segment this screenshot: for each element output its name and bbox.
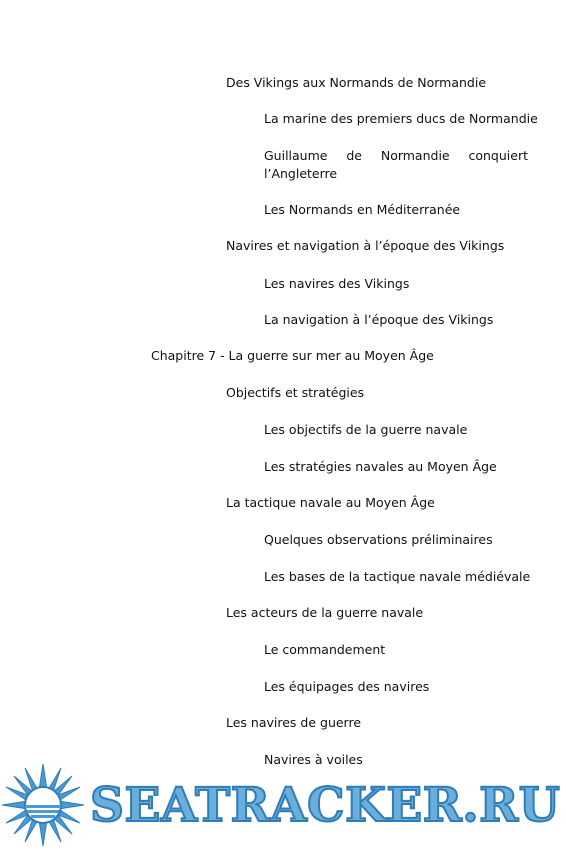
toc-section-acteurs: Les acteurs de la guerre navale — [226, 605, 424, 620]
toc-chapter-7: Chapitre 7 - La guerre sur mer au Moyen Âge — [151, 348, 434, 363]
toc-subsection-navires-voiles: Navires à voiles — [264, 752, 363, 767]
toc-subsection-observations: Quelques observations préliminaires — [264, 532, 493, 547]
toc-subsection-equipages: Les équipages des navires — [264, 679, 430, 694]
toc-section-objectifs-strategies: Objectifs et stratégies — [226, 385, 365, 400]
watermark-text: SEATRACKER.RU — [90, 778, 561, 833]
watermark — [0, 760, 566, 850]
toc-section-navires-guerre: Les navires de guerre — [226, 715, 362, 730]
toc-subsection-strategies-navales: Les stratégies navales au Moyen Âge — [264, 459, 497, 474]
toc-section-tactique-navale: La tactique navale au Moyen Âge — [226, 495, 435, 510]
toc-subsection-marine-ducs: La marine des premiers ducs de Normandie — [264, 111, 538, 126]
toc-section-navires-vikings: Navires et navigation à l’époque des Vikings — [226, 238, 505, 253]
sun-icon — [0, 760, 88, 850]
toc-subsection-navires-des-vikings: Les navires des Vikings — [264, 276, 410, 291]
toc-section-vikings-normandie: Des Vikings aux Normands de Normandie — [226, 75, 487, 90]
toc-subsection-objectifs-guerre-navale: Les objectifs de la guerre navale — [264, 422, 468, 437]
toc-subsection-bases-tactique: Les bases de la tactique navale médiévale — [264, 569, 531, 584]
toc-subsection-navigation-vikings: La navigation à l’époque des Vikings — [264, 312, 494, 327]
toc-subsection-guillaume-line1: Guillaume de Normandie conquiert — [264, 148, 528, 163]
toc-subsection-commandement: Le commandement — [264, 642, 386, 657]
toc-subsection-normands-mediterranee: Les Normands en Méditerranée — [264, 202, 461, 217]
toc-subsection-guillaume-line2: l’Angleterre — [264, 166, 338, 181]
toc-subsection-guillaume — [264, 147, 528, 183]
